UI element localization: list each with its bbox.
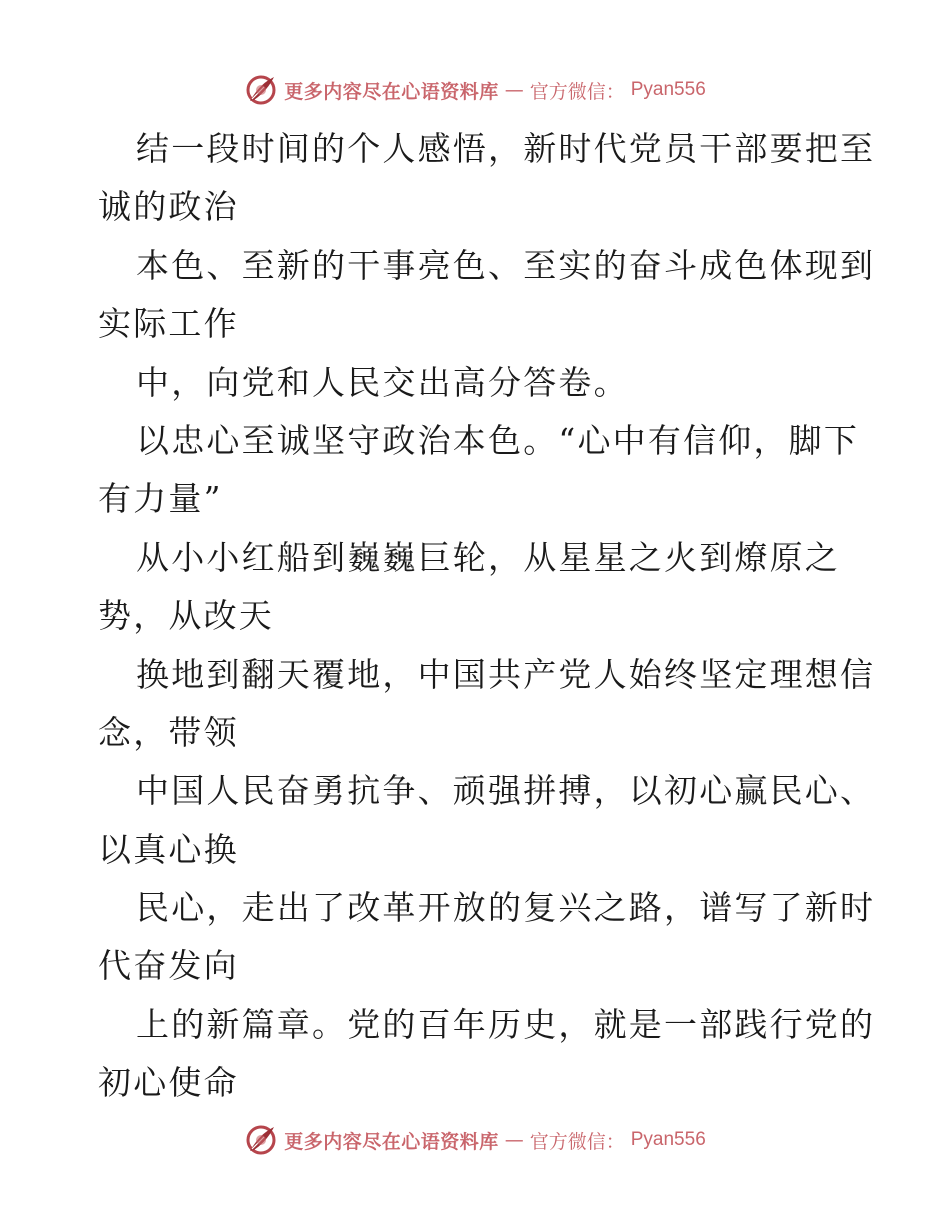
- body-line: 诚的政治: [98, 187, 239, 227]
- banner-dash: —: [504, 1129, 524, 1151]
- body-line: 代奋发向: [98, 946, 239, 986]
- body-line: 以真心换: [98, 829, 239, 869]
- body-line: 本色、至新的干事亮色、至实的奋斗成色体现到: [136, 245, 876, 285]
- wechat-label: 官方微信：: [529, 80, 625, 103]
- body-line: 换地到翻天覆地，中国共产党人始终坚定理想信: [136, 654, 876, 694]
- body-line: 民心，走出了改革开放的复兴之路，谱写了新时: [136, 888, 876, 928]
- quill-pen-logo-icon: [244, 1123, 278, 1157]
- footer-banner: [0, 1120, 950, 1160]
- wechat-id: Pyan556: [630, 79, 706, 100]
- body-line: 有力量”: [98, 479, 223, 519]
- header-banner: [0, 70, 950, 110]
- body-line: 结一段时间的个人感悟，新时代党员干部要把至: [136, 129, 876, 168]
- wechat-id: Pyan556: [630, 1129, 706, 1150]
- body-line: 中，向党和人民交出高分答卷。: [136, 362, 629, 402]
- body-line: 上的新篇章。党的百年历史，就是一部践行党的: [136, 1004, 876, 1044]
- wechat-label: 官方微信：: [529, 1130, 625, 1153]
- site-slogan: 更多内容尽在心语资料库: [284, 80, 499, 103]
- body-line: 中国人民奋勇抗争、顽强拼搏，以初心赢民心、: [136, 771, 876, 811]
- body-line: 实际工作: [98, 304, 239, 344]
- body-line: 势，从改天: [98, 596, 274, 636]
- body-line: 初心使命: [98, 1063, 239, 1103]
- body-line: 念，带领: [98, 712, 239, 752]
- body-line: 以忠心至诚坚守政治本色。“心中有信仰，脚下: [136, 420, 860, 460]
- site-slogan: 更多内容尽在心语资料库: [284, 1130, 499, 1153]
- quill-pen-logo-icon: [244, 73, 278, 107]
- banner-dash: —: [504, 79, 524, 101]
- document-body: [98, 120, 876, 1113]
- body-line: 从小小红船到巍巍巨轮，从星星之火到燎原之: [136, 537, 840, 577]
